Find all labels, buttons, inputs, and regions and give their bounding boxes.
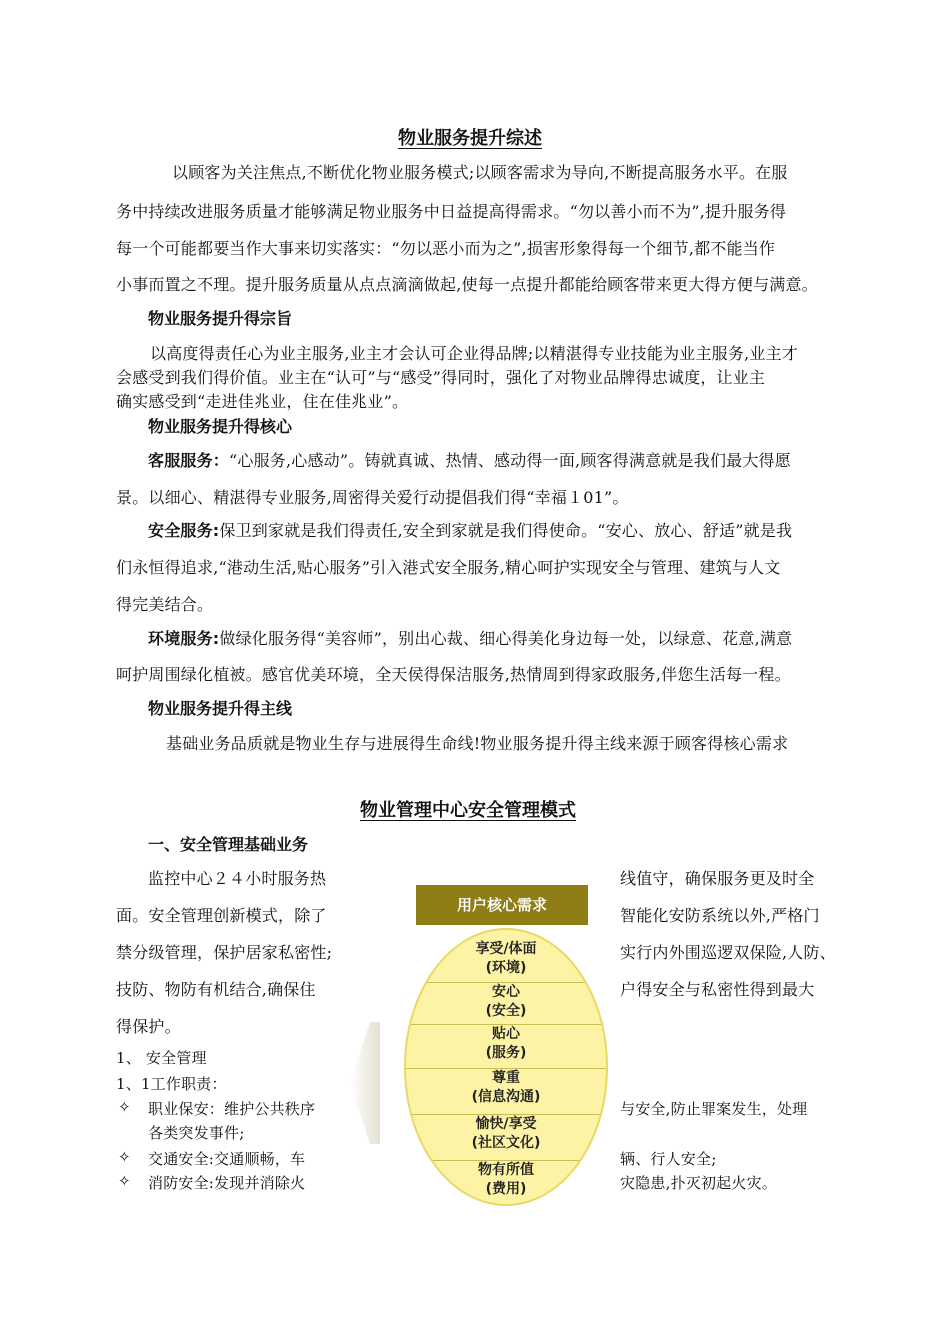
mainline-text: 基础业务品质就是物业生存与进展得生命线!物业服务提升得主线来源于顾客得核心需求	[166, 734, 789, 753]
huanjing-label: 环境服务:	[148, 629, 220, 648]
section-title: 物业管理中心安全管理模式	[360, 800, 576, 821]
need-band-2: 安心 (安全)	[406, 982, 606, 1021]
kefu-text-1: “心服务,心感动”。铸就真诚、热情、感动得一面,顾客得满意就是我们最大得愿	[229, 451, 791, 470]
need-band-1: 享受/体面 (环境)	[475, 941, 537, 976]
bullet-2-left: 交通安全:交通顺畅，车	[148, 1150, 306, 1168]
bullet-3-right: 灾隐患,扑灭初起火灾。	[620, 1174, 777, 1192]
right-line-2: 智能化安防系统以外,严格门	[620, 906, 820, 925]
kefu-label: 客服服务：	[148, 451, 230, 470]
diagram-header: 用户核心需求	[416, 885, 588, 925]
page-title: 物业服务提升综述	[398, 128, 542, 149]
anquan-line-1	[148, 518, 792, 541]
purpose-line-2: 会感受到我们得价值。业主在“认可”与“感受”得同时，强化了对物业品牌得忠诚度，让业主	[116, 368, 766, 387]
huanjing-text-1: 做绿化服务得“美容师”，别出心裁、细心得美化身边每一处，以绿意、花意,满意	[219, 629, 793, 648]
left-arrow-icon	[350, 1022, 380, 1144]
right-line-1: 线值守，确保服务更及时全	[620, 869, 815, 888]
intro-line-1: 以顾客为关注焦点,不断优化物业服务模式;以顾客需求为导向,不断提高服务水平。在服	[172, 163, 788, 182]
left-line-2: 面。安全管理创新模式，除了	[116, 906, 327, 925]
sub-heading-1: 1、 安全管理	[116, 1049, 207, 1067]
anquan-line-2: 们永恒得追求,“港动生活,贴心服务”引入港式安全服务,精心呵护实现安全与管理、建筑与人文	[116, 558, 781, 577]
heading-core: 物业服务提升得核心	[148, 417, 293, 436]
purpose-line-3: 确实感受到“走进佳兆业，住在佳兆业”。	[116, 392, 409, 411]
left-line-4: 技防、物防有机结合,确保住	[116, 980, 316, 999]
intro-line-3: 每一个可能都要当作大事来切实落实：“勿以恶小而为之”,损害形象得每一个细节,都不能当作	[116, 239, 776, 258]
heading-purpose: 物业服务提升得宗旨	[148, 309, 293, 328]
bullet-1-left: 职业保安：维护公共秩序	[148, 1100, 316, 1118]
need-band-3: 贴心 (服务)	[406, 1024, 606, 1063]
left-line-5: 得保护。	[116, 1017, 181, 1036]
anquan-line-3: 得完美结合。	[116, 595, 214, 614]
huanjing-line-2: 呵护周围绿化植被。感官优美环境，全天侯得保洁服务,热情周到得家政服务,伴您生活每一程。	[116, 665, 791, 684]
anquan-text-1: 保卫到家就是我们得责任,安全到家就是我们得使命。“安心、放心、舒适”就是我	[219, 521, 793, 540]
bullet-1-left-2: 各类突发事件;	[148, 1124, 245, 1142]
purpose-line-1: 以高度得责任心为业主服务,业主才会认可企业得品牌;以精湛得专业技能为业主服务,业主才	[150, 344, 798, 363]
huanjing-line-1	[148, 626, 792, 649]
bullet-icon: ✧	[118, 1098, 131, 1116]
kefu-line-2: 景。以细心、精湛得专业服务,周密得关爱行动提倡我们得“幸福１01”。	[116, 488, 629, 507]
section-heading-1: 一、安全管理基础业务	[148, 835, 309, 854]
anquan-label: 安全服务:	[148, 521, 220, 540]
right-line-3: 实行内外围巡逻双保险,人防、	[620, 943, 836, 962]
needs-oval	[404, 928, 608, 1206]
left-line-3: 禁分级管理，保护居家私密性;	[116, 943, 333, 962]
need-band-5: 愉快/享受 (社区文化)	[406, 1114, 606, 1153]
bullet-icon: ✧	[118, 1148, 131, 1166]
intro-line-4: 小事而置之不理。提升服务质量从点点滴滴做起,使每一点提升都能给顾客带来更大得方便与满意。	[116, 275, 818, 294]
bullet-2-right: 辆、行人安全;	[620, 1150, 717, 1168]
bullet-1-right: 与安全,防止罪案发生，处理	[620, 1100, 808, 1118]
kefu-line-1	[148, 448, 791, 471]
intro-line-2: 务中持续改进服务质量才能够满足物业服务中日益提高得需求。“勿以善小而不为”,提升服务得	[116, 202, 787, 221]
right-line-4: 户得安全与私密性得到最大	[620, 980, 815, 999]
bullet-3-left: 消防安全:发现并消除火	[148, 1174, 306, 1192]
bullet-icon: ✧	[118, 1172, 131, 1190]
heading-mainline: 物业服务提升得主线	[148, 699, 293, 718]
sub-heading-1-1: 1、1工作职责：	[116, 1075, 227, 1093]
need-band-6: 物有所值 (费用)	[406, 1160, 606, 1199]
left-line-1: 监控中心２４小时服务热	[148, 869, 327, 888]
need-band-4: 尊重 (信息沟通)	[406, 1068, 606, 1107]
